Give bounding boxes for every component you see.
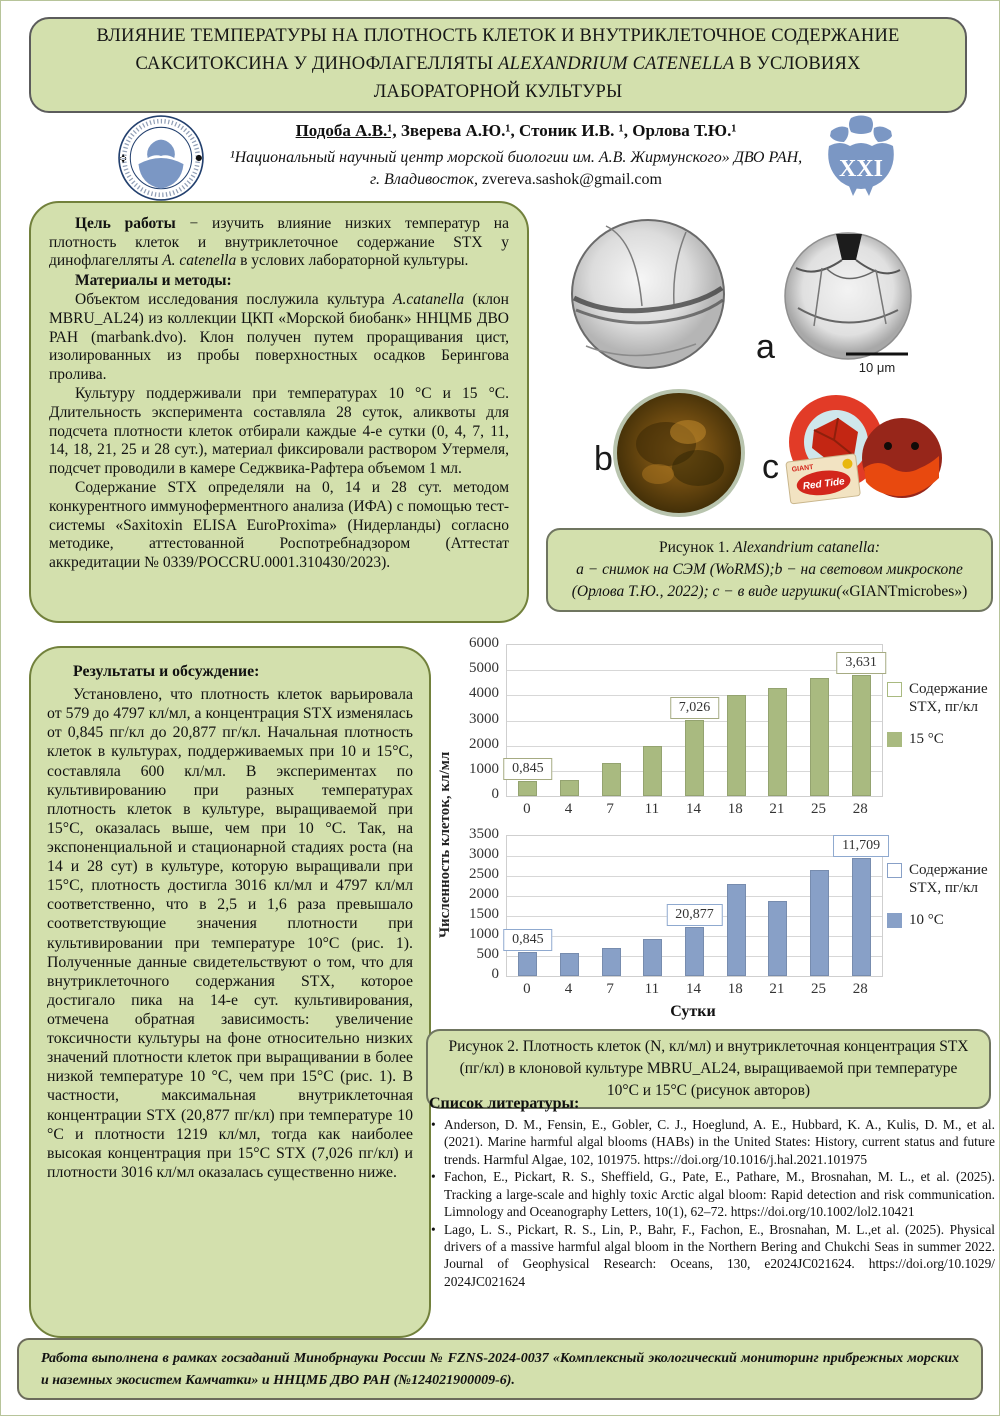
- results-heading: Результаты и обсуждение:: [73, 663, 260, 680]
- chart-15c-legend: [887, 680, 999, 762]
- reference-item: • Fachon, E., Pickart, R. S., Sheffield, G., Pate, E., Pathare, M., Brosnahan, M. L., et al. (2025). Tracking a large-scale and highly toxic Arctic algal bloom: Rapid detection and risk communication. Limnology and Oceanography Letters, 10(1), 62–72. https://doi.org/10.1002/lol2.10421: [429, 1168, 995, 1220]
- light-microscope-cell: [615, 391, 743, 515]
- chart-10c-legend: [887, 861, 999, 943]
- stx-data-label-3,631: 3,631: [836, 652, 886, 674]
- x-tick-label-18: 18: [727, 801, 743, 817]
- stx-data-label-0,845: 0,845: [503, 929, 553, 951]
- x-tick-label-21: 21: [769, 981, 785, 997]
- y-tick-label-500: 500: [476, 946, 499, 962]
- legend-swatch-stx-outline: [887, 863, 902, 878]
- funding-acknowledgment-box: [17, 1338, 983, 1400]
- bar-day-18: [727, 695, 746, 796]
- bar-day-25: [810, 870, 829, 976]
- affiliation-italic: ¹Национальный научный центр морской биологии им. А.В. Жирмунского» ДВО РАН, г. Владивосток,: [229, 149, 803, 188]
- bar-day-14: [685, 927, 704, 976]
- y-tick-label-1000: 1000: [469, 760, 499, 777]
- title-text-2: В УСЛОВИЯХ ЛАБОРАТОРНОЙ КУЛЬТУРЫ: [373, 54, 861, 102]
- funding-acknowledgment-text: Работа выполнена в рамках госзаданий Минобрнауки России № FZNS-2024-0037 «Комплексный экологический мониторинг прибрежных морских и наземных экосистем Камчатки» и ННЦМБ ДВО РАН (№124021900009-6).: [41, 1351, 959, 1388]
- bar-day-14: [685, 720, 704, 796]
- x-tick-label-4: 4: [564, 981, 573, 997]
- title-text-1: ВЛИЯНИЕ ТЕМПЕРАТУРЫ НА ПЛОТНОСТЬ КЛЕТОК И ВНУТРИКЛЕТОЧНОЕ СОДЕРЖАНИЕ САКСИТОКСИНА У ДИНОФЛАГЕЛЛЯТЫ: [96, 26, 900, 75]
- stx-data-label-11,709: 11,709: [833, 835, 889, 857]
- legend-swatch-temperature-fill: [887, 732, 902, 747]
- legend-item-temperature: [887, 911, 999, 929]
- y-tick-label-3000: 3000: [469, 846, 499, 862]
- y-tick-label-3000: 3000: [469, 710, 499, 727]
- reference-item: • Lago, L. S., Pickart, R. S., Lin, P., Bahr, F., Fachon, E., Brosnahan, M. L.,et al. (2025). Physical drivers of a massive harmful algal bloom in the Northern Bering and Chukchi Seas in summer 2022. Journal of Geophysical Research: Oceans, 130, e2024JC021624. https://doi.org/10.1029/ 2024JC021624: [429, 1221, 995, 1291]
- x-tick-label-14: 14: [686, 981, 702, 997]
- y-tick-label-3500: 3500: [469, 826, 499, 842]
- chart-15c-plot-area: [506, 644, 883, 797]
- chart-10c-x-ticks: [506, 981, 881, 998]
- methods-species-italic: A.catanella: [393, 291, 465, 309]
- logo-top-blob: [849, 116, 873, 135]
- goal-text-2: в услових лабораторной культуры.: [236, 252, 469, 270]
- toy-card-brand: GIANT: [791, 463, 814, 474]
- x-tick-label-28: 28: [852, 981, 868, 997]
- scale-bar-text: 10 μm: [858, 360, 896, 375]
- y-tick-label-2500: 2500: [469, 866, 499, 882]
- bar-day-28: [852, 858, 871, 976]
- x-tick-label-14: 14: [686, 801, 702, 817]
- y-tick-label-6000: 6000: [469, 635, 499, 651]
- figure1-caption-prefix: Рисунок 1.: [658, 539, 734, 557]
- results-body: Установлено, что плотность клеток варьировала от 579 до 4797 кл/мл, а концентрация STX изменялась от 0,845 пг/кл до 20,877 пг/кл. Начальная плотность клеток в культурах, поддерживаемых при 10 и 15°С, составляла 600 кл/мл. В экспериментах по культивированию при разных температурах плотность клеток в культуре, выращиваемой при 15°С, оказалась выше, чем при 10 °С. Так, на экспоненциальной и стационарной стадиях роста (на 14 и 28 сут) в культуре, которую выращивали при 15°С, плотность достигла 3016 кл/мл и 4797 кл/мл соответственно, что в 2,5 и 1,6 раза превышало соответствующие значения плотности при культивировании при температуре 10°С (рис. 1). Полученные данные свидетельствуют о том, что для внутриклеточного содержания STX, которое достигало пика на 14-е сут. культивирования, отмечена обратная зависимость: увеличение токсичности культуры на фоне относительно низких значений плотности клеток при выращивании в более низкой температуре 10 °С, чем при 15°С (рис. 1). В частности, максимальная внутриклеточная концентрации STX (20,877 пг/кл) при температуре 10 °С и плотности 1219 кл/мл, тогда как наиболее высокая концентрация при 15°С STX (7,026 пг/кл) и плотности 3016 кл/мл оказалась существенно ниже.: [47, 686, 413, 1181]
- bar-day-7: [602, 948, 621, 976]
- x-tick-label-25: 25: [811, 981, 827, 997]
- figure1-caption-box: [546, 528, 993, 612]
- references-list: [429, 1116, 995, 1290]
- x-tick-label-11: 11: [644, 981, 660, 997]
- bar-day-0: [518, 952, 537, 976]
- charts-y-axis-title: Численность клеток, кл/мл: [437, 751, 453, 939]
- figure1-caption-species: Alexandrium catanella:: [733, 539, 881, 557]
- chart-15c-y-ticks: [447, 635, 499, 802]
- xxi-conference-logo: [823, 115, 899, 197]
- legend-label-stx: Содержание STX, пг/кл: [909, 681, 988, 715]
- sem-cell-apical-view: [785, 233, 911, 359]
- methods-paragraph-3: Содержание STX определяли на 0, 14 и 28 сут. методом конкурентного иммуноферментного анализа (ИФА) с помощью тест-системы «Saxitoxin ELISA EuroProxima» (Нидерланды) согласно методике, аттестованной Роспотребнадзором (Аттестат аккредитации № 0339/РОССRU.0001.310430/2023).: [49, 479, 509, 571]
- legend-item-temperature: [887, 730, 999, 748]
- legend-swatch-stx-outline: [887, 682, 902, 697]
- figure2-caption: Рисунок 2. Плотность клеток (N, кл/мл) и внутриклеточная концентрация STX (пг/кл) в клоновой культуре MBRU_AL24, выращиваемой при температуре 10°С и 15°С (рисунок авторов): [448, 1038, 969, 1099]
- legend-label-temperature: 15 °C: [909, 731, 944, 747]
- goal-heading: Цель работы: [75, 215, 176, 232]
- bar-day-11: [643, 939, 662, 976]
- logo-left-petal: [830, 127, 849, 142]
- title-species-italic: ALEXANDRIUM CATENELLA: [498, 54, 735, 75]
- authors-block: [226, 121, 806, 190]
- x-tick-label-18: 18: [727, 981, 743, 997]
- x-tick-label-0: 0: [523, 981, 531, 997]
- gridline-5000: [507, 670, 882, 671]
- bar-day-7: [602, 763, 621, 796]
- legend-label-temperature: 10 °C: [909, 912, 944, 928]
- chart-15c-x-ticks: [506, 801, 881, 818]
- methods-paragraph-2: Культуру поддерживали при температурах 10 °С и 15 °С. Длительность эксперимента составляла 28 суток, аликвоты для подсчета плотности клеток отбирали каждые 4-е сутки (0, 4, 7, 11, 14, 18, 21, 25 и 28 сут.), материал фиксировали раствором Утермеля, подсчет проводили в камере Седжвика-Рафтера объемом 1 мл.: [49, 385, 509, 477]
- x-tick-label-7: 7: [606, 801, 614, 817]
- bar-day-4: [560, 780, 579, 796]
- bar-day-18: [727, 884, 746, 976]
- figure1-caption-details: a − снимок на СЭМ (WoRMS);b − на световом микроскопе (Орлова Т.Ю., 2022); c − в виде игрушки(: [571, 561, 963, 600]
- panel-label-b: b: [594, 440, 613, 478]
- goal-methods-box: [29, 201, 529, 623]
- figure1-images: [546, 206, 996, 524]
- y-tick-label-4000: 4000: [469, 685, 499, 702]
- bar-day-28: [852, 675, 871, 796]
- chart-10c: [431, 821, 1000, 1026]
- authors-line: [226, 121, 806, 141]
- toy-card: [786, 454, 861, 504]
- chart-15c: [431, 636, 1000, 826]
- logo-dot: [196, 155, 202, 161]
- bar-day-11: [643, 746, 662, 796]
- stx-data-label-20,877: 20,877: [666, 904, 723, 926]
- legend-item-stx: [887, 861, 999, 897]
- x-tick-label-11: 11: [644, 801, 660, 817]
- chart-10c-y-ticks: [447, 826, 499, 982]
- legend-label-stx: Содержание STX, пг/кл: [909, 862, 988, 896]
- affiliation: [226, 147, 806, 190]
- gridline-3000: [507, 856, 882, 857]
- methods-text-1: Объектом исследования послужила культура: [75, 291, 394, 309]
- chart-10c-plot-area: [506, 835, 883, 977]
- references-heading: Список литературы:: [429, 1095, 580, 1112]
- affiliation-email: zvereva.sashok@gmail.com: [481, 170, 662, 188]
- methods-text-2: (клон MBRU_AL24) из коллекции ЦКП «Морской биобанк» ННЦМБ ДВО РАН (marbank.dvo). Клон получен путем проращивания цист, изолированных из пробы поверхностных осадков Берингова пролива.: [49, 291, 509, 383]
- goal-paragraph: [49, 215, 509, 271]
- x-tick-label-4: 4: [564, 801, 573, 817]
- nscmb-institute-logo: [117, 114, 205, 202]
- sem-cell-side-view: [572, 220, 724, 368]
- toy-card-label: Red Tide: [802, 476, 846, 493]
- methods-heading: Материалы и методы:: [75, 271, 232, 289]
- figure1-caption: [562, 537, 977, 602]
- results-box: [29, 646, 431, 1338]
- logo-xxi-text: XXI: [838, 156, 884, 182]
- figure1-caption-brand: «GIANTmicrobes»): [841, 582, 968, 600]
- x-tick-label-28: 28: [852, 801, 868, 817]
- panel-label-a: a: [756, 328, 775, 366]
- x-tick-label-0: 0: [523, 801, 531, 817]
- y-tick-label-1500: 1500: [469, 906, 499, 922]
- y-tick-label-0: 0: [491, 786, 499, 802]
- bar-day-4: [560, 953, 579, 976]
- poster-title-box: [29, 17, 967, 113]
- y-tick-label-2000: 2000: [469, 735, 499, 752]
- goal-text-1: − изучить влияние низких температур на плотность клеток и внутриклеточное содержание STX у динофлагелляты: [49, 215, 509, 270]
- legend-swatch-temperature-fill: [887, 913, 902, 928]
- stx-data-label-7,026: 7,026: [670, 697, 720, 719]
- reference-item: • Anderson, D. M., Fensin, E., Gobler, C. J., Hoeglund, A. E., Hubbard, K. A., Kulis, D. M., et al. (2021). Marine harmful algal blooms (HABs) in the United States: History, current status and future trends. Harmful Algae, 102, 101975. https://doi.org/10.1016/j.hal.2021.101975: [429, 1116, 995, 1168]
- legend-item-stx: [887, 680, 999, 716]
- y-tick-label-0: 0: [491, 966, 499, 982]
- y-tick-label-2000: 2000: [469, 886, 499, 902]
- authors-rest: Зверева А.Ю.¹, Стоник И.В. ¹, Орлова Т.Ю.¹: [396, 121, 737, 140]
- y-tick-label-5000: 5000: [469, 660, 499, 677]
- panel-label-c: c: [762, 448, 779, 486]
- bar-day-21: [768, 688, 787, 796]
- bar-day-0: [518, 781, 537, 796]
- author-first-underlined: Подоба А.В.¹,: [295, 121, 397, 140]
- logo-right-petal: [874, 127, 893, 142]
- stx-data-label-0,845: 0,845: [503, 758, 553, 780]
- x-tick-label-7: 7: [606, 981, 614, 997]
- references-section: [429, 1095, 995, 1290]
- bar-day-25: [810, 678, 829, 796]
- y-tick-label-1000: 1000: [469, 926, 499, 942]
- x-tick-label-25: 25: [811, 801, 827, 817]
- giant-microbes-toy-photo: [786, 395, 942, 504]
- poster-title: [71, 23, 925, 106]
- methods-paragraph-1: [49, 291, 509, 384]
- charts-x-axis-title: Сутки: [670, 1003, 716, 1020]
- x-tick-label-21: 21: [769, 801, 785, 817]
- goal-species-italic: A. catenella: [162, 252, 237, 270]
- bar-day-21: [768, 901, 787, 976]
